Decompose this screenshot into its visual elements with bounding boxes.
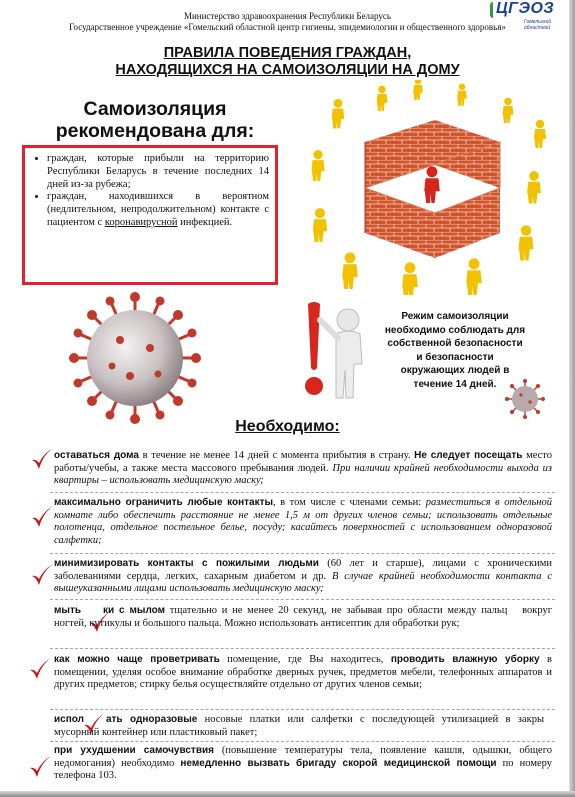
checkmark-icon (30, 447, 54, 471)
wall-back-left (365, 120, 435, 188)
logo-text: ЦГЭОЗ (496, 0, 555, 17)
recommended-list-box (22, 145, 278, 285)
title-line-2: НАХОДЯЩИХСЯ НА САМОИЗОЛЯЦИИ НА ДОМУ (115, 62, 460, 78)
isolated-person-figure (424, 166, 440, 203)
document-header (0, 11, 575, 33)
self-isolation-note: Режим самоизоляции необходимо соблюдать для собственной безопасности и безопасности окружающих людей в течение 14 дней. (384, 311, 526, 390)
list-item: мыть ки с мылом тщательно и не менее 20 секунд, не забывая про области между пальц вокруг ногтей, кутикулы и большого пальца. Можно использовать антисептик для обработки рук; (54, 605, 553, 629)
checkmark-icon (28, 657, 52, 681)
isolation-illustration (290, 80, 560, 295)
divider (50, 741, 555, 742)
list-item: • граждан, которые прибыли на территорию Республики Беларусь в течение последних 14 дней из-за рубежа; (47, 153, 269, 191)
institution-line: Государственное учреждение «Гомельский областной центр гигиены, эпидемиологии и общественного здоровья» (69, 22, 506, 32)
page-shadow-bottom (0, 791, 575, 797)
page-shadow-right (569, 0, 575, 797)
necessary-heading: Необходимо: (235, 418, 340, 435)
list-item: при ухудшении самочувствия (повышение температуры тела, появление кашля, одышки, общего недомогания) необходимо немедленно вызвать бригаду скорой медицинской помощи по номеру телефона 103. (54, 745, 552, 782)
list-item: • граждан, находившихся в вероятном (недлительном, непродолжительном) контакте с пациентом с коронавирусной инфекцией. (47, 191, 269, 229)
page-title (0, 45, 575, 79)
recommended-heading (30, 98, 280, 142)
list-item: минимизировать контакты с пожилыми людьми (60 лет и старше), лицами с хроническими заболеваниями сердца, легких, сахарным диабетом и др. В случае крайней необходимости контакта с вышеуказанными лицами использовать медицинскую маску; (54, 558, 552, 595)
checkmark-icon (30, 563, 54, 587)
list-item: как можно чаще проветривать помещение, где Вы находитесь, проводить влажную уборку в помещении, уделяя особое внимание обработке дверных ручек, предметов мебели, телефонных аппаратов и других предметов; стирку белья осуществляйте отдельно от других членов семьи; (54, 654, 552, 691)
recommended-heading-line-2: рекомендована для: (55, 120, 255, 142)
list-item: испол ать одноразовые носовые платки или салфетки с последующей утилизацией в закры мусорный контейнер или пластиковый пакет; (54, 714, 544, 738)
checkmark-icon (30, 505, 54, 529)
coronavirus-icon (60, 288, 210, 428)
divider (50, 492, 555, 493)
wall-front-left (365, 188, 435, 258)
recommended-heading-line-1: Самоизоляция (83, 98, 227, 120)
ministry-line: Министерство здравоохранения Республики Беларусь (183, 11, 392, 21)
wall-front-right (435, 188, 500, 258)
list-item: максимально ограничить любые контакты, в том числе с членами семьи: разместиться в отдельной комнате либо обеспечить расстояние не менее 1,5 м от других членов семьи; использовать отдельные полотенца, отдельное постельное белье, посуду; касайтесь поверхностей с использованием одноразовой салфетки; (54, 497, 553, 546)
wall-back-right (435, 120, 500, 188)
divider (50, 599, 555, 600)
divider (50, 709, 555, 710)
exclamation-person-icon (298, 298, 374, 408)
title-line-1: ПРАВИЛА ПОВЕДЕНИЯ ГРАЖДАН, (163, 45, 412, 61)
divider (50, 553, 555, 554)
divider (50, 648, 555, 649)
list-item: оставаться дома в течение не менее 14 дней с момента прибытия в страну. Не следует посещать место работы/учебы, а также места массового пребывания людей. При наличии крайней необходимости выхода из квартиры – использовать медицинскую маску; (54, 450, 553, 487)
small-coronavirus-icon (504, 378, 546, 420)
logo-subtext: Гомельский областной (524, 19, 552, 31)
checkmark-icon (28, 755, 52, 779)
